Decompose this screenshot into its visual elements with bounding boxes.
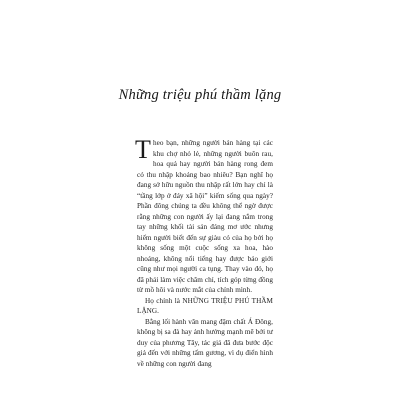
paragraph-3: Bằng lối hành văn mang đậm chất Á Đông, không bị sa đà hay ảnh hưởng mạnh mẽ bởi tư duy của phương Tây, tác giả đã đưa bước độc giả đến với những tấm gương, vì dụ điển hình về những con người đang: [137, 317, 273, 368]
paragraph-2: Họ chính là NHỮNG TRIỆU PHÚ THẦM LẶNG.: [137, 296, 273, 315]
chapter-title: Những triệu phú thầm lặng: [118, 87, 282, 103]
paragraph-1: [135, 135, 273, 296]
paragraph-1-text: heo bạn, những người bán hàng tại các khu chợ nhỏ lẻ, những người buôn rau, hoa quả hay người bán hàng rong đem có thu nhập khoảng bao nhiêu? Bạn nghĩ họ đang sở hữu nguồn thu nhập rất lớn hay chỉ là “tầng lớp ở đáy xã hội” kiếm sống qua ngày? Phần đông chúng ta đều không thể ngờ được rằng những con người ấy lại đang nắm trong tay những khối tài sản đáng mơ ước nhưng hiếm người biết đến sự giàu có của họ bởi họ không sống một cuộc sống xa hoa, hào nhoáng, không nổi tiếng hay được báo giới cũng như mọi người ca tụng. Thay vào đó, họ đã phải làm việc chăm chỉ, tích góp từng đồng từ mồ hôi và nước mắt của chính mình.: [137, 139, 273, 294]
body-text: [135, 135, 273, 369]
drop-cap: T: [135, 135, 151, 164]
